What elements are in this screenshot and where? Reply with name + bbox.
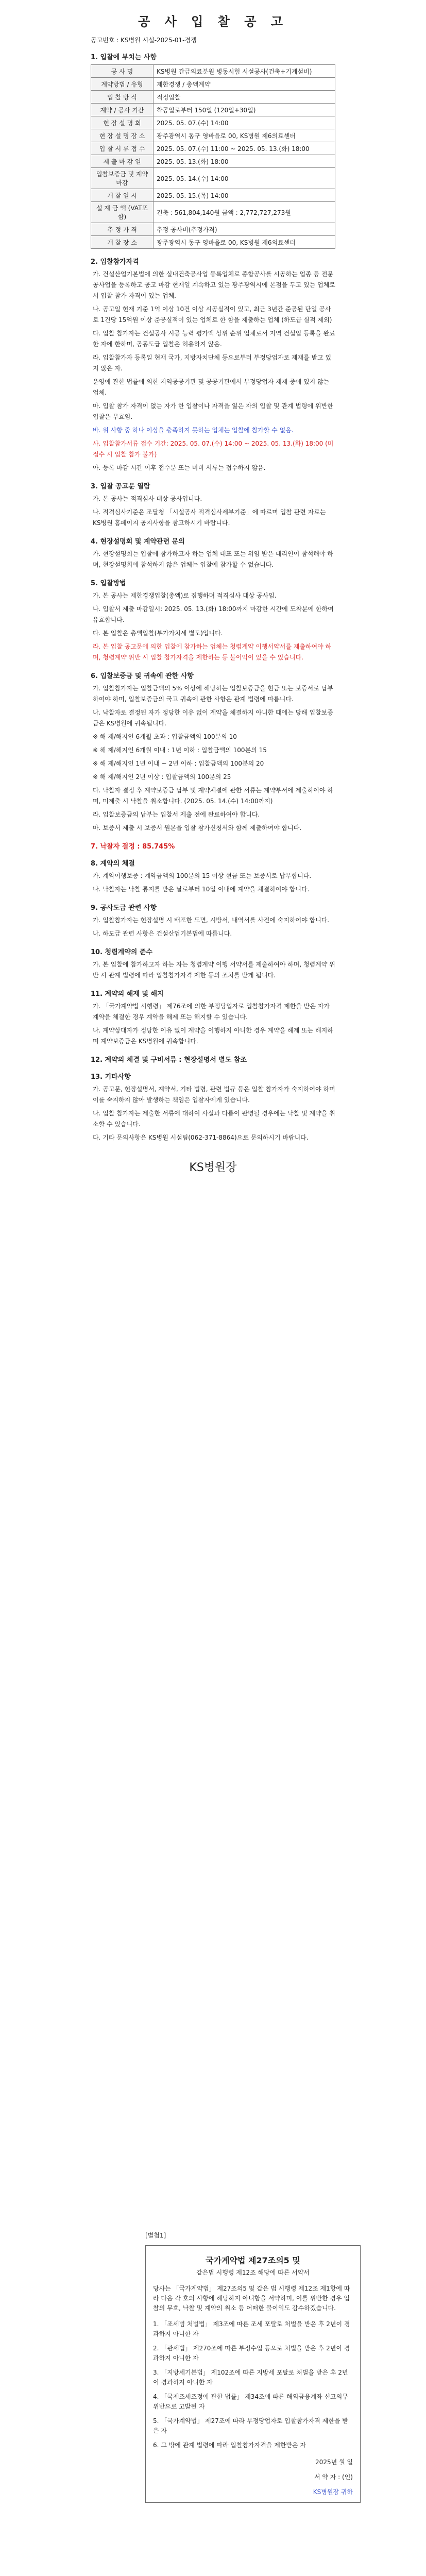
info-row [91, 155, 335, 168]
notice-paragraph: 가. 현장설명회는 입찰에 참가하고자 하는 업체 대표 또는 위임 받은 대리인이 참석해야 하며, 현장설명회에 참석하지 않은 업체는 입찰에 참가할 수 없습니다. [93, 550, 333, 568]
notice-title: 공 사 입 찰 공 고 [138, 14, 288, 29]
info-key: 입찰보증금 및 계약 마감 [91, 168, 154, 189]
info-key: 설 계 금 액 (VAT포함) [91, 202, 154, 223]
bid-info-table [91, 64, 335, 249]
notice-paragraph: 사. 입찰참가서류 접수 기간: 2025. 05. 07.(수) 14:00 ~ 2025. 05. 13.(화) 18:00 (미접수 시 입찰 참가 불가) [93, 440, 334, 458]
form-1-box [145, 2245, 361, 2503]
section-3-title: 3. 입찰 공고문 열람 [91, 483, 150, 490]
info-key: 현 장 설 명 장 소 [91, 129, 154, 142]
info-key: 제 출 마 감 일 [91, 155, 154, 168]
notice-paragraph: 가. 계약이행보증 : 계약금액의 100분의 15 이상 현금 또는 보증서로 납부합니다. [93, 872, 312, 879]
announcement-number: 공고번호 : KS병원 시설-2025-01-경쟁 [91, 37, 197, 44]
notice-paragraph: 나. 적격심사기준은 조달청 「시설공사 적격심사세부기준」에 따르며 입찰 관련 자료는 KS병원 홈페이지 공지사항을 참고하시기 바랍니다. [93, 509, 326, 527]
pledge-item: 5. 「국가계약법」 제27조에 따라 부정당업자로 입찰참가자격 제한을 받은 자 [153, 2417, 348, 2434]
pledge-item: 4. 「국제조세조정에 관한 법률」 제34조에 따른 해외금융계좌 신고의무 위반으로 고발된 자 [153, 2393, 348, 2410]
form-1-subtitle: 같은법 시행령 제12조 해당에 따른 서약서 [196, 2269, 310, 2276]
pledge-form-1 [0, 2231, 426, 2576]
section-5-title: 5. 입찰방법 [91, 580, 126, 587]
info-value: 2025. 05. 14.(수) 14:00 [154, 168, 335, 189]
info-row [91, 142, 335, 155]
notice-paragraph: 나. 공고일 현재 기준 1억 이상 10건 이상 시공실적이 있고, 최근 3년간 준공된 단일 공사로 1건당 15억원 이상 준공실적이 있는 업체로 한 함을 제출하는 업체 (하도급 실적 제외) [93, 306, 332, 324]
notice-paragraph: 가. 「국가계약법 시행령」 제76조에 의한 부정당업자로 입찰참가자격 제한을 받은 자가 계약을 체결한 경우 계약을 해제 또는 해지할 수 있습니다. [93, 1003, 330, 1021]
section-13-title: 13. 기타사항 [91, 1073, 131, 1081]
section-2-title: 2. 입찰참가자격 [91, 258, 139, 266]
notice-paragraph: 아. 등록 마감 시간 이후 접수분 또는 미비 서류는 접수하지 않음. [93, 464, 266, 471]
section-6-body [91, 683, 335, 834]
info-row [91, 202, 335, 223]
section-2-body [91, 269, 335, 473]
section-12-title: 12. 계약의 체결 및 구비서류 : 현장설명서 별도 참조 [91, 1056, 247, 1064]
notice-paragraph: 다. 본 입찰은 총액입찰(부가가치세 별도)입니다. [93, 630, 223, 637]
pledge-item: 6. 그 밖에 관계 법령에 따라 입찰참가자격을 제한받은 자 [153, 2442, 306, 2449]
info-row [91, 91, 335, 104]
notice-paragraph: 가. 입찰참가자는 현장설명 시 배포한 도면, 시방서, 내역서를 사전에 숙지하여야 합니다. [93, 917, 330, 924]
info-key: 추 정 가 격 [91, 223, 154, 236]
info-value: 광주광역시 동구 영바을로 00, KS병원 제6의료센터 [154, 236, 335, 249]
info-row [91, 223, 335, 236]
notice-paragraph: 다. 낙찰자 결정 후 계약보증금 납부 및 계약체결에 관한 서류는 계약부서에 제출하여야 하며, 미제출 시 낙찰을 취소합니다. (2025. 05. 14.(수) 14:00까지) [93, 787, 333, 805]
info-key: 입 찰 서 류 접 수 [91, 142, 154, 155]
notice-paragraph: 나. 계약상대자가 정당한 이유 없이 계약을 이행하지 아니한 경우 계약을 해제 또는 해지하며 계약보증금은 KS병원에 귀속합니다. [93, 1027, 333, 1045]
section-9-title: 9. 공사도급 관련 사항 [91, 904, 157, 912]
form-1-intro: 당사는 「국가계약법」 제27조의5 및 같은 법 시행령 제12조 제1항에 따라 다음 각 호의 사항에 해당하지 아니함을 서약하며, 이를 위반한 경우 입찰의 무효, 낙찰 및 계약의 취소 등 어떠한 불이익도 감수하겠습니다. [153, 2285, 350, 2312]
section-1-title: 1. 입찰에 부치는 사항 [91, 54, 157, 61]
section-6-title: 6. 입찰보증금 및 귀속에 관한 사항 [91, 672, 194, 680]
info-key: 계약방법 / 유형 [91, 78, 154, 91]
notice-paragraph: 가. 본 입찰에 참가하고자 하는 자는 청렴계약 이행 서약서를 제출하여야 하며, 청렴계약 위반 시 관계 법령에 따라 입찰참가자격 제한 등의 조치를 받게 됩니다. [93, 961, 335, 979]
notice-paragraph: 나. 낙찰자로 결정된 자가 정당한 이유 없이 계약을 체결하지 아니한 때에는 당해 입찰보증금은 KS병원에 귀속됩니다. [93, 709, 333, 727]
section-11-title: 11. 계약의 해제 및 해지 [91, 990, 164, 998]
notice-paragraph: ※ 해 제/해지인 6개월 이내 : 1년 이하 : 입찰금액의 100분의 15 [93, 747, 267, 754]
section-10-body [91, 959, 335, 981]
info-value: 2025. 05. 13.(화) 18:00 [154, 155, 335, 168]
hospital-director-seal: KS병원장 [189, 1161, 237, 1174]
notice-paragraph: 가. 건설산업기본법에 의한 실내건축공사업 등록업체로 종합공사를 시공하는 업종 등 전문공사업을 등록하고 공고 마감 현재일 계속하고 있는 광주광역시에 본점을 두고 있는 업체로서 입찰 참가 자격이 있는 업체. [93, 270, 335, 299]
notice-paragraph: 나. 하도급 관련 사항은 건설산업기본법에 따릅니다. [93, 930, 232, 937]
notice-paragraph: 가. 본 공사는 제한경쟁입찰(총액)로 집행하며 적격심사 대상 공사임. [93, 592, 277, 599]
pledge-item: 2. 「관세법」 제270조에 따른 부정수입 등으로 처벌을 받은 후 2년이 경과하지 아니한 자 [153, 2345, 350, 2362]
notice-paragraph: 나. 입찰 참가자는 제출한 서류에 대하여 사실과 다름이 판명될 경우에는 낙찰 및 계약을 취소할 수 있습니다. [93, 1110, 335, 1128]
section-4-body [91, 549, 335, 570]
info-key: 계약 / 공사 기간 [91, 104, 154, 116]
info-key: 공 사 명 [91, 65, 154, 78]
pledge-item: 1. 「조세범 처벌법」 제3조에 따른 조세 포탈로 처벌을 받은 후 2년이 경과하지 아니한 자 [153, 2320, 350, 2337]
notice-paragraph: ※ 해 제/해지인 2년 이상 : 입찰금액의 100분의 25 [93, 773, 231, 781]
notice-paragraph: 가. 공고문, 현장설명서, 계약서, 기타 법령, 관련 법규 등은 입찰 참가자가 숙지하여야 하며 이를 숙지하지 않아 발생하는 책임은 입찰자에게 있습니다. [93, 1086, 335, 1104]
info-row [91, 116, 335, 129]
section-9-body [91, 915, 335, 939]
form-1-items [153, 2319, 353, 2450]
section-5-body [91, 590, 335, 663]
form-1-label: [별첨1] [145, 2232, 166, 2239]
notice-paragraph: 다. 입찰 참가자는 건설공사 시공 능력 평가액 상위 순위 업체로서 지역 건설업 등록을 완료한 자에 한하며, 공동도급 입찰은 허용하지 않음. [93, 330, 335, 348]
info-value: 착공일로부터 150일 (120일+30일) [154, 104, 335, 116]
info-key: 개 찰 장 소 [91, 236, 154, 249]
info-value: 광주광역시 동구 영바을로 00, KS병원 제6의료센터 [154, 129, 335, 142]
info-row [91, 168, 335, 189]
info-row [91, 78, 335, 91]
notice-paragraph: 라. 입찰보증금의 납부는 입찰서 제출 전에 완료하여야 합니다. [93, 811, 260, 818]
notice-paragraph: 가. 입찰참가자는 입찰금액의 5% 이상에 해당하는 입찰보증금을 현금 또는 보증서로 납부하여야 하며, 입찰보증금의 국고 귀속에 관한 사항은 관계 법령에 따릅니다. [93, 685, 333, 703]
form-1-date: 2025년 월 일 [315, 2459, 353, 2466]
info-value: 2025. 05. 15.(목) 14:00 [154, 189, 335, 202]
section-11-body [91, 1001, 335, 1047]
form-1-recipient: KS병원장 귀하 [313, 2488, 353, 2496]
info-value: 2025. 05. 07.(수) 11:00 ~ 2025. 05. 13.(화) 18:00 [154, 142, 335, 155]
info-row [91, 129, 335, 142]
section-3-body [91, 494, 335, 529]
notice-paragraph: ※ 해 제/해지인 6개월 초과 : 입찰금액의 100분의 10 [93, 733, 237, 740]
notice-paragraph: 나. 낙찰자는 낙찰 통지를 받은 날로부터 10일 이내에 계약을 체결하여야 합니다. [93, 886, 310, 893]
form-1-title: 국가계약법 제27조의5 및 [206, 2256, 300, 2265]
info-value: 2025. 05. 07.(수) 14:00 [154, 116, 335, 129]
info-value: 적정입찰 [154, 91, 335, 104]
form-1-signer: 서 약 자 : (인) [314, 2473, 353, 2481]
section-7-title: 7. 낙찰자 결정 : 85.745% [91, 843, 175, 851]
info-row [91, 65, 335, 78]
info-value: 제한경쟁 / 총액계약 [154, 78, 335, 91]
info-key: 입 찰 방 식 [91, 91, 154, 104]
info-value: 추정 공사비(추정가격) [154, 223, 335, 236]
notice-paragraph: 가. 본 공사는 적격심사 대상 공사입니다. [93, 495, 202, 502]
info-value: KS병원 간급의료분원 병동시험 시설공사(건축+기계설비) [154, 65, 335, 78]
info-row [91, 189, 335, 202]
info-row [91, 236, 335, 249]
section-4-title: 4. 현장설명회 및 계약관련 문의 [91, 538, 185, 546]
section-10-title: 10. 청렴계약의 준수 [91, 948, 152, 956]
notice-paragraph: 바. 위 사항 중 하나 이상을 충족하지 못하는 업체는 입찰에 참가할 수 없음. [93, 427, 294, 434]
notice-paragraph: 마. 보증서 제출 시 보증서 원본을 입찰 참가신청서와 함께 제출하여야 합니다. [93, 824, 302, 832]
notice-paragraph: 다. 기타 문의사항은 KS병원 시설팀(062-371-8864)으로 문의하시기 바랍니다. [93, 1134, 309, 1141]
notice-paragraph: 라. 입찰참가자 등록일 현재 국가, 지방자치단체 등으로부터 부정당업자로 제재를 받고 있지 않은 자. [93, 354, 332, 372]
info-key: 개 찰 일 시 [91, 189, 154, 202]
info-row [91, 104, 335, 116]
pledge-item: 3. 「지방세기본법」 제102조에 따른 지방세 포탈로 처벌을 받은 후 2년이 경과하지 아니한 자 [153, 2369, 348, 2386]
notice-paragraph: 나. 입찰서 제출 마감일시: 2025. 05. 13.(화) 18:00까지 마감한 시간에 도착분에 한하여 유효합니다. [93, 605, 334, 623]
notice-paragraph: 운영에 관한 법률에 의한 지역공공기관 및 공공기관에서 부정당업자 제재 중에 있지 않는 업체. [93, 378, 330, 396]
notice-paragraph: 라. 본 입찰 공고문에 의한 입찰에 참가하는 업체는 청렴계약 이행서약서를 제출하여야 하며, 청렴계약 위반 시 입찰 참가자격을 제한하는 등 불이익이 있을 수 있습니다. [93, 643, 332, 661]
notice-paragraph: ※ 해 제/해지인 1년 이내 ~ 2년 이하 : 입찰금액의 100분의 20 [93, 760, 264, 767]
section-8-body [91, 871, 335, 895]
info-key: 현 장 설 명 회 [91, 116, 154, 129]
section-13-body [91, 1084, 335, 1143]
section-8-title: 8. 계약의 체결 [91, 860, 135, 868]
notice-paragraph: 마. 입찰 참가 자격이 없는 자가 한 입찰이나 자격을 잃은 자의 입찰 및 관계 법령에 위반한 입찰은 무효임. [93, 402, 333, 420]
info-value: 건축 : 561,804,140원 금액 : 2,772,727,273원 [154, 202, 335, 223]
